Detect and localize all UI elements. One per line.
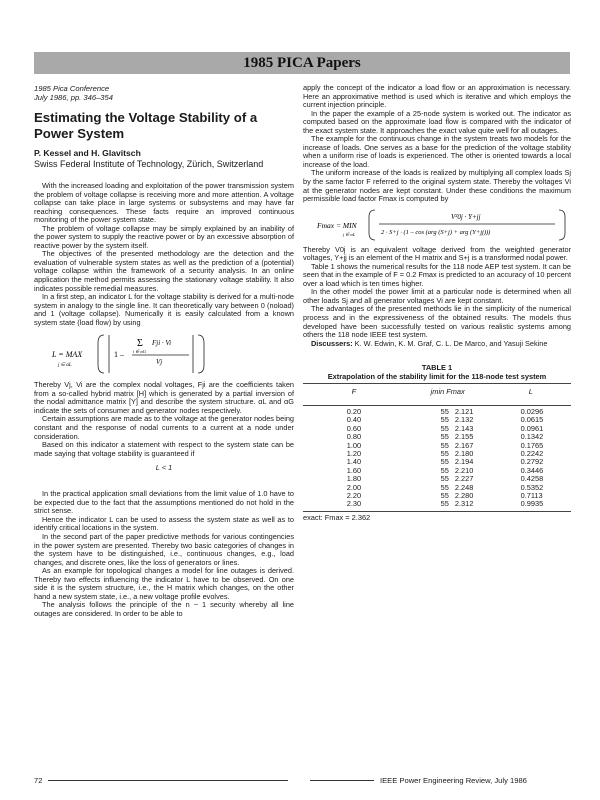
cell-l-value: 0.0961 [520, 423, 544, 433]
cell-fmax: 2.180 [454, 448, 474, 458]
cell-jmin: 55 [440, 432, 449, 442]
table-title: Extrapolation of the stability limit for the 118-node test system [327, 371, 547, 381]
cell-l-value: 0.5352 [520, 482, 544, 492]
paragraph: As an example for topological changes a model for line outages is derived. Thereby two effects influencing the indicator L have to be observed. On one side it is the system structure, i.e., the H matrix which changes, on the other hand a new system state, i.e., a new voltage profile evolves. [34, 566, 294, 601]
cell-fmax: 2.227 [454, 474, 474, 484]
cell-jmin: 55 [440, 415, 449, 425]
paragraph: In the other model the power limit at a particular node is determined when all other loads Sj and all generator voltages Vi are kept constant. [303, 287, 571, 305]
conference-date: July 1986, pp. 346–354 [34, 93, 113, 102]
paragraph: The advantages of the presented methods lie in the simplicity of the numerical process and in the expressiveness of the obtained results. The models thus developed have been successfully tested on various realistic systems among others the 118 node IEEE test system. [303, 304, 571, 340]
cell-l [491, 500, 571, 511]
table-header-row [303, 384, 571, 406]
cell-jmin-fmax [405, 500, 491, 511]
cell-f: 2.20 [346, 491, 362, 501]
cell-jmin: 55 [440, 482, 449, 492]
discussers-names: K. W. Edwin, K. M. Graf, C. L. De Marco, and Yasuji Sekine [352, 338, 548, 348]
cell-jmin: 55 [440, 465, 449, 475]
cell-f: 1.40 [346, 457, 362, 467]
cell-l-value: 0.4258 [520, 474, 544, 484]
cell-f: 0.20 [346, 406, 362, 416]
eq-lhs: L = MAX [52, 350, 83, 360]
paragraph: Hence the indicator L can be used to assess the system state as well as to identify critical locations in the system. [34, 514, 294, 533]
cell-fmax: 2.248 [454, 482, 474, 492]
paper-affiliation: Swiss Federal Institute of Technology, Zürich, Switzerland [34, 159, 264, 169]
paragraph: Based on this indicator a statement with respect to the system state can be made saying that voltage stability is guaranteed if [34, 440, 294, 458]
paragraph: The uniform increase of the loads is realized by multiplying all complex loads Sj by the same factor F referred to the original system state. Thereby the voltages Vi at the generator nodes are kept constant. Under these conditions the maximum permissible load factor Fmax is computed by [303, 168, 571, 204]
table-row [303, 500, 571, 511]
eq-numerator: Fji · Vi [152, 339, 172, 348]
equation-svg [34, 331, 294, 377]
right-column [303, 84, 571, 522]
eq-sum-sub: i ∈ αG [133, 349, 147, 355]
cell-l-value: 0.1765 [520, 440, 544, 450]
cell-jmin: 55 [440, 499, 449, 509]
cell-f: 1.80 [346, 474, 362, 484]
cell-f: 0.80 [346, 432, 362, 442]
left-column [34, 84, 294, 618]
cell-fmax: 2.167 [454, 440, 474, 450]
cell-fmax: 2.155 [454, 432, 474, 442]
cell-f: 2.30 [303, 500, 405, 511]
cell-f: 1.60 [346, 465, 362, 475]
cell-f: 1.00 [346, 440, 362, 450]
discussers [303, 340, 571, 349]
left-brace [369, 210, 375, 240]
eq2-numerator: V²0j · Y+jj [451, 212, 481, 221]
equation-svg [303, 207, 571, 243]
cell-jmin: 55 [440, 406, 449, 416]
table-header: jmin Fmax [405, 384, 491, 406]
paragraph: Thereby Vj, Vi are the complex nodal voltages, Fji are the coefficients taken from a so-called hybrid matrix [H] which is generated by a partial inversion of the nodal admittance matrix [Y] and describe the system structure. αL and αG indicate the sets of consumer and generator nodes respectively. [34, 380, 294, 415]
cell-fmax: 2.280 [454, 491, 474, 501]
equation-indicator-l [34, 331, 294, 377]
left-brace [98, 335, 104, 373]
results-table [303, 383, 571, 511]
cell-fmax: 2.143 [454, 423, 474, 433]
cell-fmax: 2.312 [454, 499, 474, 509]
cell-l-value: 0.3446 [520, 465, 544, 475]
cell-l-value: 0.0615 [520, 415, 544, 425]
paragraph: With the increased loading and exploitation of the power transmission system the problem of voltage collapse is receiving more and more attention. A voltage collapse can take place in large systems or subsystems and may have far reaching consequences. These facts require an improved continuous monitoring of the power system state. [34, 181, 294, 225]
cell-l-value: 0.2792 [520, 457, 544, 467]
cell-l-value: 0.7113 [520, 491, 543, 501]
cell-l-value: 0.2242 [520, 448, 544, 458]
paragraph: Table 1 shows the numerical results for the 118 node AEP test system. It can be seen that in the example of F = 0.2 Fmax is predicted to an accuracy of 10 percent over a load which is ten times higher. [303, 261, 571, 288]
section-banner [34, 52, 570, 74]
cell-jmin: 55 [440, 423, 449, 433]
cell-f: 1.20 [346, 448, 362, 458]
table-header: F [303, 384, 405, 406]
paragraph: In the practical application small deviations from the limit value of 1.0 have to be expected due to the fact that the assumptions mentioned do not hold in the strict sense. [34, 489, 294, 516]
table-caption [303, 364, 571, 381]
paragraph: Certain assumptions are made as to the voltage at the generator nodes being constant and the response of nodal currents to a current at a node under consideration. [34, 414, 294, 441]
paper-title: Estimating the Voltage Stability of a Power System [34, 110, 258, 141]
cell-f: 0.60 [346, 423, 362, 433]
stability-condition: L < 1 [155, 462, 173, 472]
cell-fmax: 2.210 [454, 465, 474, 475]
paragraph: The analysis follows the principle of the n − 1 security whereby all line outages are considered. In order to be able to [34, 600, 294, 618]
eq-denominator: Vj [156, 358, 163, 367]
conference-name: 1985 Pica Conference [34, 84, 110, 93]
paper-authors: P. Kessel and H. Glavitsch [34, 148, 141, 158]
eq2-denominator: 2 · S+j · (1 – cos (arg (S+j) + arg (Y+jj))) [381, 228, 491, 236]
eq-one: 1 – [114, 350, 124, 360]
footer-rule-left [48, 780, 288, 781]
discussers-label: Discussers: [311, 338, 353, 348]
cell-fmax: 2.194 [454, 457, 474, 467]
page-number: 72 [34, 776, 43, 785]
right-brace [559, 210, 565, 240]
cell-f: 0.40 [346, 415, 362, 425]
cell-jmin: 55 [440, 448, 449, 458]
eq2-lhs: Fmax = MIN [317, 220, 357, 230]
eq-sum: Σ [137, 338, 143, 350]
paragraph: The example for the continuous change in the system treats two models for the increase of loads. One serves as a base for the prediction of the voltage stability when a uniform rise of loads is experienced. The other is oriented towards a local increase of the load. [303, 134, 571, 169]
eq2-lhs-sub: j ∈ αL [343, 231, 356, 237]
footer-rule-right [310, 780, 374, 781]
table-header: L [491, 384, 571, 406]
cell-jmin: 55 [440, 457, 449, 467]
exact-fmax: exact: Fmax = 2.362 [303, 512, 371, 522]
paragraph: In the paper the example of a 25-node system is worked out. The indicator as computed based on the approximate load flow is compared with the indicator of the exact system state. It approaches the exact value quite well for all outages. [303, 108, 571, 135]
paragraph: In the second part of the paper predictive methods for various contingencies in the power system are presented. Thereby two basic categories of changes in the system have to be distinguished, i.e., continuous changes, e.g., load changes, and discrete ones, like the loss of generators or lines. [34, 531, 294, 567]
eq-lhs-sub: j ∈ αL [58, 363, 72, 369]
cell-fmax: 2.132 [454, 415, 474, 425]
right-brace [198, 335, 204, 373]
paragraph: The objectives of the presented methodology are the detection and the evaluation of vulnerable system states as well as the prediction of a (potential) voltage collapse within the framework of a security analysis. In an online application the method permits assessing the stationary voltage stability. It also indicates possible remedial measures. [34, 249, 294, 293]
equation-fmax [303, 207, 571, 243]
cell-l-value: 0.1342 [520, 432, 544, 442]
cell-f: 2.00 [346, 482, 362, 492]
table-number: TABLE 1 [421, 363, 453, 373]
banner-title: 1985 PICA Papers [243, 54, 361, 71]
cell-l-value: 0.9935 [520, 499, 544, 509]
cell-jmin: 55 [440, 474, 449, 484]
paragraph: Thereby V0j is an equivalent voltage derived from the weighted generator voltages, Y+jj is an element of the H matrix and S+j is a transformed nodal power. [303, 244, 571, 263]
cell-fmax: 2.121 [454, 406, 474, 416]
paragraph: apply the concept of the indicator a load flow or an approximation is necessary. Here an approximative method is used which is iterative and which employs the current injection principle. [303, 83, 571, 110]
conference-info [34, 84, 294, 102]
paragraph: The problem of voltage collapse may be simply explained by an inability of the power system to supply the reactive power or by an excessive absorption of reactive power by the system itself. [34, 223, 294, 250]
journal-footer: IEEE Power Engineering Review, July 1986 [380, 776, 527, 785]
cell-jmin: 55 [440, 440, 449, 450]
cell-jmin: 55 [440, 491, 449, 501]
paragraph: In a first step, an indicator L for the voltage stability is derived for a multi-node system in analogy to the single line. It can theoretically vary between 0 (noload) and 1 (voltage collapse). Numerically it is easily calculated from a known system state (load flow) by using [34, 292, 294, 327]
cell-l-value: 0.0296 [520, 406, 544, 416]
